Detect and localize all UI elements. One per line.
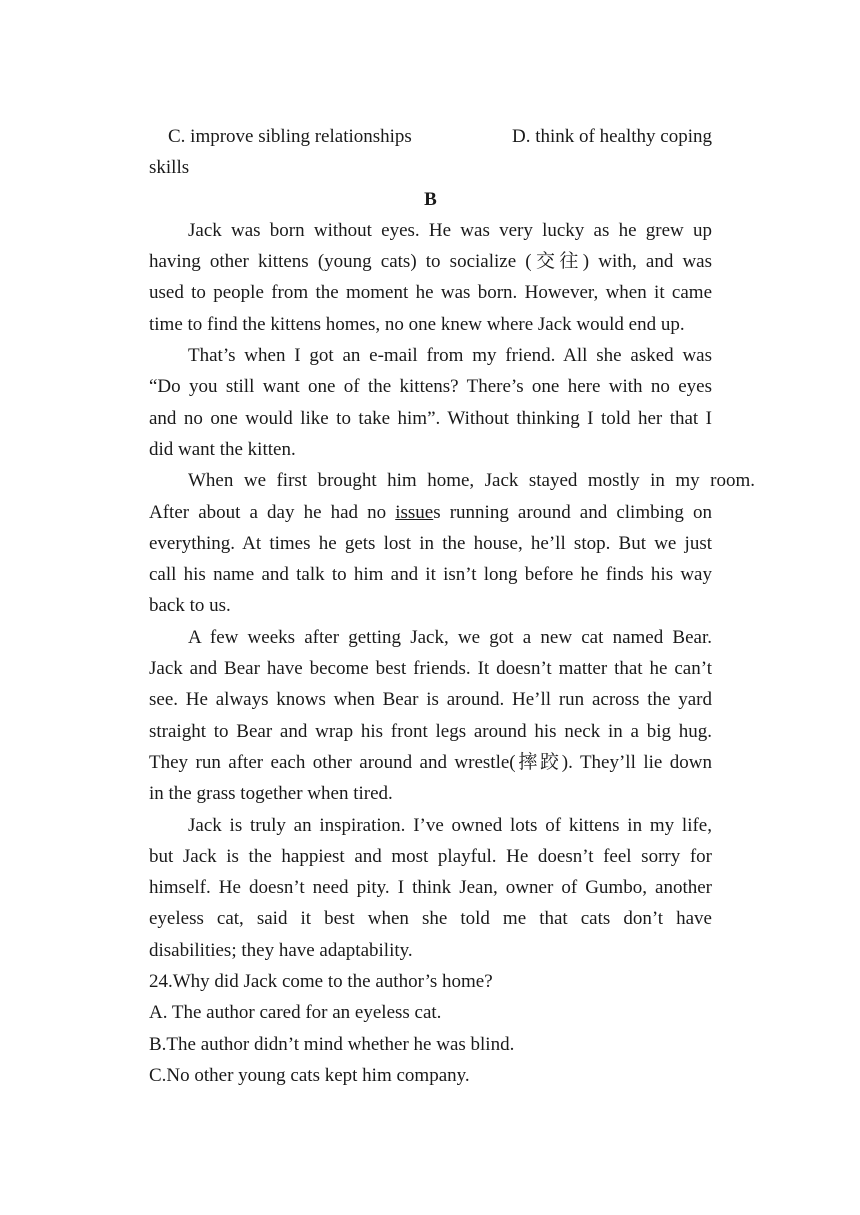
paragraph-4 [149,622,712,810]
text-line: After about a day he had no issues running around and climbing on [149,501,712,523]
paragraph-2 [149,340,712,465]
question-24 [149,966,712,1091]
paragraph-5 [149,810,712,966]
text-line: time to find the kittens homes, no one knew where Jack would end up. [149,313,685,335]
text-line: used to people from the moment he was born. However, when it came [149,282,712,304]
text-line: straight to Bear and wrap his front legs around his neck in a big hug. [149,720,712,742]
text-line: When we first brought him home, Jack stayed mostly in my room. [188,470,755,492]
option-d-prev: D. think of healthy coping [512,126,712,147]
text-line: disabilities; they have adaptability. [149,939,413,961]
option-c-prev: C. improve sibling relationships [168,126,412,147]
option-a: A. The author cared for an eyeless cat. [149,1002,442,1024]
text-line: in the grass together when tired. [149,783,393,805]
text-line: They run after each other around and wrestle(摔跤). They’ll lie down [149,751,712,773]
text-line: Jack and Bear have become best friends. It doesn’t matter that he can’t [149,658,712,680]
underlined-word: issue [395,501,434,523]
paragraph-3 [149,465,755,621]
option-b: B.The author didn’t mind whether he was blind. [149,1033,515,1055]
text-line: eyeless cat, said it best when she told me that cats don’t have [149,908,712,930]
text-line: did want the kitten. [149,438,296,460]
text-line: Jack was born without eyes. He was very lucky as he grew up [188,219,712,241]
question-stem: 24.Why did Jack come to the author’s home? [149,971,493,993]
document-page [149,121,755,1091]
option-c: C.No other young cats kept him company. [149,1064,470,1086]
text-line: back to us. [149,595,231,617]
text-line: see. He always knows when Bear is around. He’ll run across the yard [149,689,712,711]
text-line: and no one would like to take him”. Without thinking I told her that I [149,407,712,429]
text-line: call his name and talk to him and it isn’t long before he finds his way [149,564,712,586]
text-line: A few weeks after getting Jack, we got a new cat named Bear. [188,626,712,648]
text-line: Jack is truly an inspiration. I’ve owned lots of kittens in my life, [188,814,712,836]
text-line: himself. He doesn’t need pity. I think Jean, owner of Gumbo, another [149,877,712,899]
paragraph-1 [149,215,712,340]
previous-options-row [149,121,712,152]
option-d-prev-continued: skills [149,157,190,179]
text-line: having other kittens (young cats) to socialize (交往) with, and was [149,251,712,273]
text-line: everything. At times he gets lost in the house, he’ll stop. But we just [149,532,712,554]
section-title: B [424,188,437,210]
text-line: but Jack is the happiest and most playful. He doesn’t feel sorry for [149,845,712,867]
text-line: That’s when I got an e-mail from my friend. All she asked was [188,345,712,367]
text-line: “Do you still want one of the kittens? There’s one here with no eyes [149,376,712,398]
